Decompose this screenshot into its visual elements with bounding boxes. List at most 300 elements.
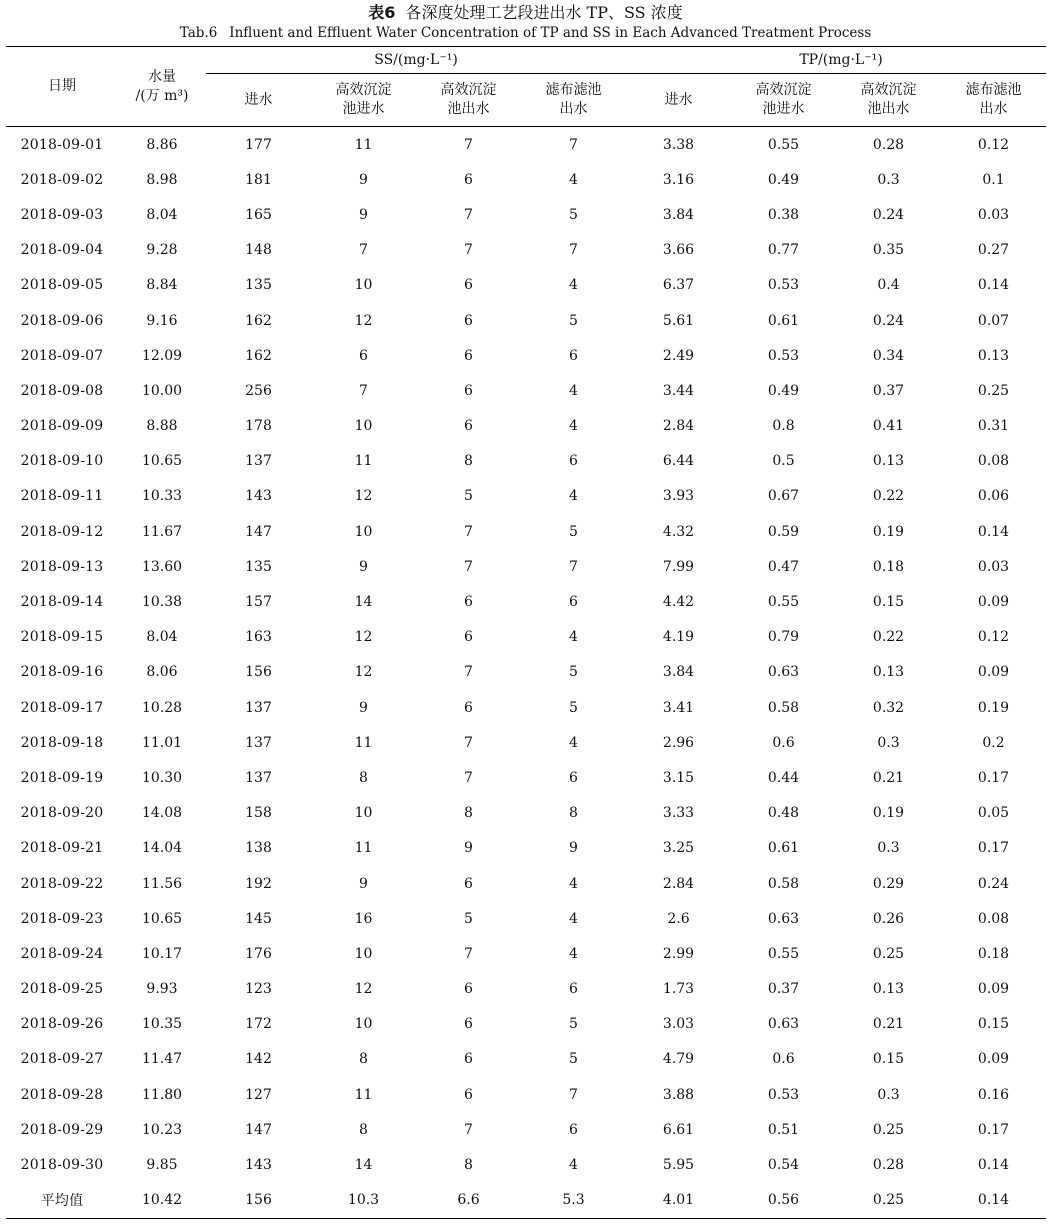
table-cell: 0.05 — [977, 805, 1010, 822]
table-cell: 0.16 — [977, 1086, 1010, 1103]
table-cell: 162 — [245, 347, 272, 364]
table-cell: 4 — [569, 171, 578, 188]
cell-water: 10.42 — [118, 1183, 206, 1219]
table-cell: 0.21 — [872, 1016, 905, 1033]
table-cell: 6 — [569, 769, 578, 786]
table-cell: 6 — [569, 453, 578, 470]
table-cell: 162 — [245, 312, 272, 329]
table-cell: 0.09 — [977, 594, 1010, 611]
table-cell: 7 — [464, 136, 473, 153]
table-cell: 5.61 — [662, 312, 695, 329]
cell-date: 2018-09-17 — [20, 699, 104, 716]
table-row — [6, 514, 1046, 549]
table-cell: 7 — [464, 242, 473, 259]
cell-date: 2018-09-08 — [20, 382, 104, 399]
cell-date: 2018-09-03 — [20, 206, 104, 223]
cell-date: 2018-09-29 — [20, 1121, 104, 1138]
table-cell: 11 — [354, 734, 373, 751]
table-cell: 0.13 — [872, 664, 905, 681]
table-cell: 0.63 — [767, 910, 800, 927]
table-cell: 0.55 — [767, 945, 800, 962]
table-cell: 138 — [245, 840, 272, 857]
cell-water: 10.35 — [141, 1016, 183, 1033]
table-cell: 177 — [245, 136, 272, 153]
table-cell: 0.63 — [767, 1016, 800, 1033]
cell-date: 2018-09-19 — [20, 769, 104, 786]
table-cell: 8 — [359, 1051, 368, 1068]
table-cell: 0.17 — [977, 769, 1010, 786]
table-cell: 3.15 — [662, 769, 695, 786]
table-cell: 0.18 — [977, 945, 1010, 962]
table-cell: 0.55 — [767, 136, 800, 153]
cell-water: 8.04 — [146, 206, 178, 223]
table-cell: 135 — [245, 558, 272, 575]
table-cell: 7 — [464, 769, 473, 786]
cell-water: 10.17 — [141, 945, 183, 962]
table-cell: 137 — [245, 453, 272, 470]
table-cell: 6 — [569, 1121, 578, 1138]
table-cell: 0.59 — [767, 523, 800, 540]
table-cell: 0.17 — [977, 1121, 1010, 1138]
table-cell: 127 — [245, 1086, 272, 1103]
table-cell: 3.66 — [662, 242, 695, 259]
table-cell: 0.5 — [772, 453, 795, 470]
cell-date: 2018-09-02 — [20, 171, 104, 188]
table-cell: 0.34 — [872, 347, 905, 364]
table-cell: 0.26 — [872, 910, 905, 927]
table-cell: 10 — [354, 523, 373, 540]
table-row — [6, 655, 1046, 690]
table-cell: 11 — [354, 1086, 373, 1103]
table-cell: 0.2 — [982, 734, 1005, 751]
table-cell: 0.08 — [977, 453, 1010, 470]
table-cell: 6 — [464, 312, 473, 329]
table-cell: 0.17 — [977, 840, 1010, 857]
table-cell: 6.6 — [416, 1183, 521, 1219]
cell-date: 2018-09-25 — [20, 981, 104, 998]
table-cell: 2.6 — [667, 910, 690, 927]
table-cell: 4 — [569, 488, 578, 505]
table-cell: 0.09 — [977, 664, 1010, 681]
table-cell: 0.51 — [767, 1121, 800, 1138]
cell-water: 14.04 — [141, 840, 183, 857]
table-cell: 0.53 — [767, 1086, 800, 1103]
table-cell: 147 — [245, 1121, 272, 1138]
table-cell: 5 — [569, 206, 578, 223]
table-cell: 6 — [464, 981, 473, 998]
cell-water: 10.00 — [141, 382, 183, 399]
table-cell: 2.49 — [662, 347, 695, 364]
caption-zh — [6, 0, 1045, 23]
table-cell: 0.61 — [767, 840, 800, 857]
table-row — [6, 162, 1046, 197]
table-row — [6, 901, 1046, 936]
table-cell: 6 — [464, 382, 473, 399]
cell-date: 2018-09-18 — [20, 734, 104, 751]
table-cell: 0.56 — [731, 1183, 836, 1219]
cell-water: 10.33 — [141, 488, 183, 505]
table-cell: 137 — [245, 734, 272, 751]
table-cell: 157 — [245, 594, 272, 611]
table-row — [6, 1112, 1046, 1147]
table-cell: 0.44 — [767, 769, 800, 786]
table-cell: 0.1 — [982, 171, 1005, 188]
table-cell: 165 — [245, 206, 272, 223]
table-cell: 12 — [354, 312, 373, 329]
table-cell: 0.12 — [977, 629, 1010, 646]
table-cell: 0.15 — [872, 1051, 905, 1068]
header-ss-group: SS/(mg·L⁻¹) — [206, 47, 626, 74]
table-cell: 12 — [354, 629, 373, 646]
table-row — [6, 549, 1046, 584]
table-cell: 156 — [245, 664, 272, 681]
cell-water: 11.67 — [141, 523, 183, 540]
table-row — [6, 1007, 1046, 1042]
table-cell: 0.77 — [767, 242, 800, 259]
cell-date: 2018-09-12 — [20, 523, 104, 540]
table-cell: 0.24 — [872, 312, 905, 329]
table-cell: 0.47 — [767, 558, 800, 575]
table-cell: 0.37 — [872, 382, 905, 399]
cell-water: 11.01 — [141, 734, 183, 751]
caption-en-number: Tab.6 — [179, 25, 218, 41]
table-cell: 11 — [354, 136, 373, 153]
table-row — [6, 760, 1046, 795]
table-cell: 5 — [569, 312, 578, 329]
table-cell: 10.3 — [311, 1183, 416, 1219]
table-cell: 7 — [569, 242, 578, 259]
table-cell: 4 — [569, 418, 578, 435]
table-cell: 7 — [464, 558, 473, 575]
header-water-line2: /(万 m³) — [135, 87, 189, 104]
table-cell: 0.15 — [872, 594, 905, 611]
cell-date: 2018-09-27 — [20, 1051, 104, 1068]
table-row — [6, 866, 1046, 901]
table-cell: 6 — [569, 594, 578, 611]
table-cell: 0.58 — [767, 699, 800, 716]
table-cell: 0.3 — [877, 734, 900, 751]
table-cell: 5.95 — [662, 1157, 695, 1174]
table-cell: 0.24 — [872, 206, 905, 223]
table-cell: 0.8 — [772, 418, 795, 435]
cell-date: 2018-09-13 — [20, 558, 104, 575]
table-cell: 0.58 — [767, 875, 800, 892]
table-cell: 0.27 — [977, 242, 1010, 259]
table-cell: 0.3 — [877, 1086, 900, 1103]
table-cell: 5 — [569, 699, 578, 716]
table-cell: 0.14 — [977, 277, 1010, 294]
cell-water: 10.28 — [141, 699, 183, 716]
table-cell: 9 — [359, 699, 368, 716]
table-cell: 3.38 — [662, 136, 695, 153]
table-cell: 6 — [464, 171, 473, 188]
table-cell: 4 — [569, 734, 578, 751]
cell-date: 2018-09-21 — [20, 840, 104, 857]
table-cell: 0.24 — [977, 875, 1010, 892]
cell-date: 2018-09-24 — [20, 945, 104, 962]
table-cell: 0.3 — [877, 171, 900, 188]
table-row — [6, 620, 1046, 655]
table-cell: 2.84 — [662, 418, 695, 435]
table-cell: 6 — [464, 1051, 473, 1068]
table-cell: 5 — [464, 488, 473, 505]
header-tp-filter-out: 滤布滤池 出水 — [941, 74, 1046, 127]
table-cell: 0.14 — [977, 1157, 1010, 1174]
table-cell: 7 — [569, 136, 578, 153]
table-cell: 0.12 — [977, 136, 1010, 153]
table-row — [6, 197, 1046, 232]
table-cell: 0.14 — [977, 523, 1010, 540]
table-cell: 5.3 — [521, 1183, 626, 1219]
table-cell: 0.4 — [877, 277, 900, 294]
table-cell: 6 — [464, 1016, 473, 1033]
header-tp-hes-in: 高效沉淀 池进水 — [731, 74, 836, 127]
table-row — [6, 1077, 1046, 1112]
table-cell: 0.18 — [872, 558, 905, 575]
cell-date: 2018-09-04 — [20, 242, 104, 259]
header-tp-group: TP/(mg·L⁻¹) — [626, 47, 1046, 74]
table-cell: 0.35 — [872, 242, 905, 259]
table-cell: 3.88 — [662, 1086, 695, 1103]
table-cell: 0.28 — [872, 136, 905, 153]
header-water — [118, 47, 206, 127]
table-body — [6, 127, 1046, 1219]
table-cell: 147 — [245, 523, 272, 540]
table-cell: 6 — [464, 347, 473, 364]
table-cell: 10 — [354, 945, 373, 962]
table-cell: 7 — [464, 945, 473, 962]
table-cell: 137 — [245, 769, 272, 786]
cell-date: 平均值 — [6, 1183, 118, 1219]
table-cell: 14 — [354, 594, 373, 611]
table-cell: 4 — [569, 1157, 578, 1174]
table-cell: 0.61 — [767, 312, 800, 329]
table-cell: 0.31 — [977, 418, 1010, 435]
table-row — [6, 796, 1046, 831]
table-cell: 0.03 — [977, 206, 1010, 223]
table-cell: 6.61 — [662, 1121, 695, 1138]
cell-water: 8.86 — [146, 136, 178, 153]
table-row — [6, 725, 1046, 760]
table-cell: 0.53 — [767, 347, 800, 364]
table-cell: 0.6 — [772, 734, 795, 751]
table-cell: 0.19 — [977, 699, 1010, 716]
table-cell: 0.38 — [767, 206, 800, 223]
table-cell: 0.21 — [872, 769, 905, 786]
table-cell: 0.19 — [872, 523, 905, 540]
table-cell: 6.44 — [662, 453, 695, 470]
table-cell: 158 — [245, 805, 272, 822]
table-cell: 142 — [245, 1051, 272, 1068]
table-row — [6, 831, 1046, 866]
table-cell: 7 — [464, 664, 473, 681]
caption-zh-title: 各深度处理工艺段进出水 TP、SS 浓度 — [405, 3, 683, 22]
table-row — [6, 444, 1046, 479]
table-cell: 0.79 — [767, 629, 800, 646]
table-cell: 7.99 — [662, 558, 695, 575]
table-cell: 4.79 — [662, 1051, 695, 1068]
table-cell: 6.37 — [662, 277, 695, 294]
table-cell: 9 — [359, 206, 368, 223]
header-tp-hes-out: 高效沉淀 池出水 — [836, 74, 941, 127]
table-cell: 0.07 — [977, 312, 1010, 329]
table-row — [6, 373, 1046, 408]
table-cell: 0.19 — [872, 805, 905, 822]
cell-date: 2018-09-15 — [20, 629, 104, 646]
table-cell: 7 — [359, 242, 368, 259]
table-cell: 8 — [464, 805, 473, 822]
table-cell: 0.13 — [872, 453, 905, 470]
table-cell: 0.22 — [872, 488, 905, 505]
table-cell: 10 — [354, 277, 373, 294]
table-cell: 4 — [569, 910, 578, 927]
table-cell: 3.44 — [662, 382, 695, 399]
table-row — [6, 936, 1046, 971]
cell-water: 10.30 — [141, 769, 183, 786]
cell-date: 2018-09-05 — [20, 277, 104, 294]
table-cell: 148 — [245, 242, 272, 259]
table-cell: 0.49 — [767, 171, 800, 188]
header-ss-hes-in: 高效沉淀 池进水 — [311, 74, 416, 127]
cell-date: 2018-09-07 — [20, 347, 104, 364]
table-cell: 143 — [245, 488, 272, 505]
cell-date: 2018-09-16 — [20, 664, 104, 681]
table-cell: 7 — [569, 1086, 578, 1103]
table-cell: 256 — [245, 382, 272, 399]
table-row — [6, 409, 1046, 444]
cell-water: 9.93 — [146, 981, 178, 998]
table-cell: 9 — [359, 558, 368, 575]
cell-water: 9.28 — [146, 242, 178, 259]
table-row — [6, 584, 1046, 619]
cell-date: 2018-09-09 — [20, 418, 104, 435]
cell-water: 10.38 — [141, 594, 183, 611]
table-row — [6, 338, 1046, 373]
table-cell: 3.25 — [662, 840, 695, 857]
cell-date: 2018-09-23 — [20, 910, 104, 927]
cell-date: 2018-09-30 — [20, 1157, 104, 1174]
table-cell: 6 — [464, 594, 473, 611]
table-cell: 0.37 — [767, 981, 800, 998]
cell-water: 12.09 — [141, 347, 183, 364]
header-water-line1: 水量 — [148, 68, 176, 85]
table-cell: 7 — [464, 206, 473, 223]
table-row — [6, 303, 1046, 338]
header-ss-hes-out: 高效沉淀 池出水 — [416, 74, 521, 127]
table-cell: 6 — [569, 347, 578, 364]
table-cell: 163 — [245, 629, 272, 646]
table-cell: 3.03 — [662, 1016, 695, 1033]
cell-water: 11.56 — [141, 875, 183, 892]
header-ss-filter-out: 滤布滤池 出水 — [521, 74, 626, 127]
table-cell: 4.32 — [662, 523, 695, 540]
cell-date: 2018-09-20 — [20, 805, 104, 822]
table-cell: 0.54 — [767, 1157, 800, 1174]
table-cell: 6 — [464, 875, 473, 892]
table-cell: 8 — [464, 453, 473, 470]
table-cell: 4 — [569, 945, 578, 962]
cell-date: 2018-09-11 — [20, 488, 104, 505]
table-cell: 4 — [569, 875, 578, 892]
table-cell: 0.29 — [872, 875, 905, 892]
table-cell: 12 — [354, 488, 373, 505]
table-cell: 8 — [464, 1157, 473, 1174]
table-cell: 0.53 — [767, 277, 800, 294]
table-row — [6, 268, 1046, 303]
table-cell: 0.06 — [977, 488, 1010, 505]
table-cell: 10 — [354, 1016, 373, 1033]
table-cell: 0.63 — [767, 664, 800, 681]
table-cell: 0.67 — [767, 488, 800, 505]
table-cell: 9 — [464, 840, 473, 857]
table-cell: 4 — [569, 382, 578, 399]
table-cell: 3.84 — [662, 664, 695, 681]
cell-water: 8.98 — [146, 171, 178, 188]
table-cell: 12 — [354, 981, 373, 998]
table-row — [6, 972, 1046, 1007]
table-cell: 0.25 — [836, 1183, 941, 1219]
table-cell: 4.01 — [626, 1183, 731, 1219]
table-cell: 0.08 — [977, 910, 1010, 927]
table-row-average — [6, 1183, 1046, 1219]
table-cell: 0.25 — [977, 382, 1010, 399]
table-cell: 143 — [245, 1157, 272, 1174]
table-cell: 6 — [464, 629, 473, 646]
table-cell: 0.13 — [872, 981, 905, 998]
table-row — [6, 479, 1046, 514]
table-cell: 7 — [569, 558, 578, 575]
table-cell: 2.99 — [662, 945, 695, 962]
cell-date: 2018-09-06 — [20, 312, 104, 329]
table-cell: 176 — [245, 945, 272, 962]
table-cell: 3.41 — [662, 699, 695, 716]
table-row — [6, 1042, 1046, 1077]
table-cell: 9 — [359, 875, 368, 892]
table-cell: 2.84 — [662, 875, 695, 892]
cell-water: 13.60 — [141, 558, 183, 575]
table-cell: 0.22 — [872, 629, 905, 646]
cell-water: 8.88 — [146, 418, 178, 435]
table-cell: 178 — [245, 418, 272, 435]
table-cell: 137 — [245, 699, 272, 716]
table-cell: 4 — [569, 629, 578, 646]
table-cell: 11 — [354, 840, 373, 857]
table-cell: 7 — [464, 1121, 473, 1138]
table-cell: 0.48 — [767, 805, 800, 822]
table-cell: 16 — [354, 910, 373, 927]
cell-water: 10.23 — [141, 1121, 183, 1138]
table-cell: 6 — [464, 699, 473, 716]
table-cell: 0.09 — [977, 1051, 1010, 1068]
cell-water: 11.80 — [141, 1086, 183, 1103]
table-cell: 1.73 — [662, 981, 695, 998]
table-cell: 4 — [569, 277, 578, 294]
table-cell: 12 — [354, 664, 373, 681]
table-cell: 0.32 — [872, 699, 905, 716]
table-cell: 5 — [569, 664, 578, 681]
table-cell: 0.49 — [767, 382, 800, 399]
table-cell: 8 — [359, 1121, 368, 1138]
table-cell: 11 — [354, 453, 373, 470]
cell-date: 2018-09-01 — [20, 136, 104, 153]
table-cell: 0.55 — [767, 594, 800, 611]
table-cell: 10 — [354, 418, 373, 435]
table-cell: 0.6 — [772, 1051, 795, 1068]
table-cell: 0.25 — [872, 1121, 905, 1138]
concentration-table — [6, 46, 1046, 1219]
table-cell: 8 — [359, 769, 368, 786]
table-cell: 14 — [354, 1157, 373, 1174]
